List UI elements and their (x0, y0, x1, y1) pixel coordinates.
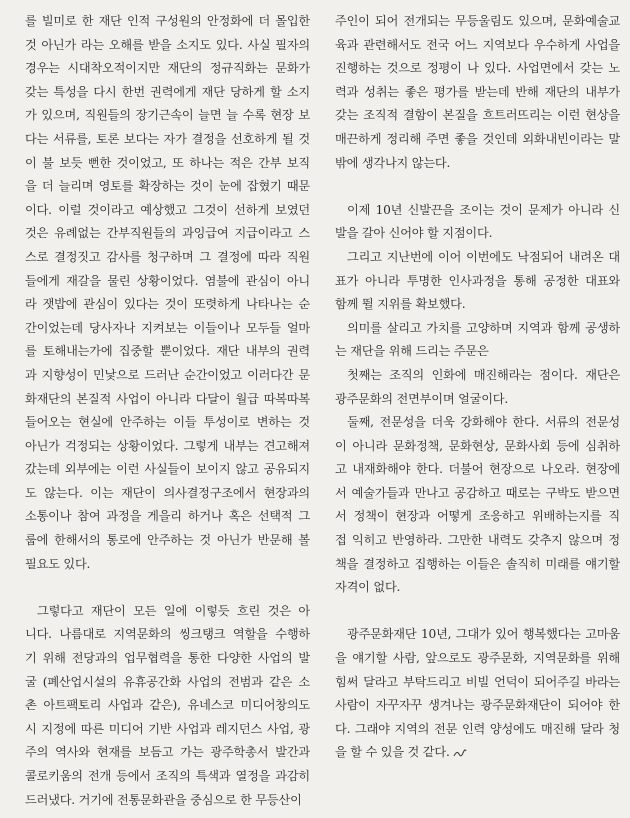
text-line: 함께 뛸 지위를 확보했다. (335, 297, 466, 312)
text-line: 화재단의 본질적 사업이 아니라 다달이 월급 따복따복 (25, 391, 310, 406)
text-line: 이 불 보듯 뻔한 것이었고, 또 하나는 적은 간부 보직 (25, 155, 310, 170)
paragraph-gap (335, 600, 620, 624)
text-line: 촌 아트팩토리 사업과 같은), 유네스코 미디어창의도 (25, 698, 310, 713)
text-line: 갔는데 외부에는 이런 사실들이 보이지 않고 공유되지 (25, 462, 310, 477)
text-line: 밖에 생각나지 않는다. (335, 155, 451, 170)
text-line: 이제 10년 신발끈을 조이는 것이 문제가 아니라 신 (347, 202, 620, 217)
text-line: 자격이 없다. (335, 580, 401, 595)
text-line: 그렇다고 재단이 모든 일에 이렇듯 흐린 것은 아 (37, 603, 310, 618)
text-line: 필요도 있다. (25, 556, 91, 571)
left-column (25, 10, 310, 812)
text-line: 니다. 나름대로 지역문화의 씽크탱크 역할을 수행하 (25, 627, 310, 642)
text-line: 것 아닌가 라는 오해를 받을 소지도 있다. 사실 필자의 (25, 37, 310, 52)
text-line: 것은 유례없는 간부직원들의 과잉급여 지급이라고 스 (25, 226, 310, 241)
text-line: 의미를 살리고 가치를 고양하며 지역과 함께 공생하 (347, 320, 620, 335)
text-line: 을 더 늘리며 영토를 확장하는 것이 눈에 잡혔기 때문 (25, 179, 310, 194)
text-line: 둘째, 전문성을 더욱 강화해야 한다. 서류의 전문성 (347, 415, 620, 430)
text-line: 콜로키움의 전개 등에서 조직의 특색과 열정을 과감히 (25, 769, 310, 783)
text-line: 주인이 되어 전개되는 무등울림도 있으며, 문화예술교 (335, 14, 620, 28)
text-line: 사람이 자꾸자꾸 생겨나는 광주문화재단이 되어야 한 (335, 698, 620, 713)
text-line: 갖는 특성을 다시 한번 권력에게 재단 당하게 할 소지 (25, 84, 310, 99)
text-line: 서 정책이 현장과 어떻게 조응하고 위배하는지를 직 (335, 509, 620, 524)
text-line: 가 있으며, 직원들의 장기근속이 늘면 늘 수록 현장 보 (25, 108, 310, 123)
text-line: 갖는 조직적 결함이 본질을 흐트러뜨리는 이런 현상을 (335, 108, 620, 123)
text-line: 표가 아니라 투명한 인사과정을 통해 공정한 대표와 (335, 273, 620, 288)
text-line: 을 할 수 있을 것 같다. (335, 741, 620, 765)
text-line: 를 토해내는가에 집중할 뿐이었다. 재단 내부의 권력 (25, 344, 310, 359)
text-line: 굴 (폐산업시설의 유휴공간화 사업의 전범과 같은 소 (25, 674, 310, 689)
right-column (335, 10, 620, 765)
text-line: 책을 결정하고 집행하는 이들은 솔직히 미래를 얘기할 (335, 556, 620, 571)
text-line: 주의 역사와 현재를 보듬고 가는 광주학총서 발간과 (25, 745, 310, 760)
text-line: 육과 관련해서도 전국 어느 지역보다 우수하게 사업을 (335, 37, 620, 52)
text-line: 과 지향성이 민낯으로 드러난 순간이었고 이러다간 문 (25, 367, 310, 382)
text-line: 경우는 시대착오적이지만 재단의 정규직화는 문화가 (25, 61, 310, 76)
text-line: 다는 서류를, 토론 보다는 자가 결정을 선호하게 될 것 (25, 131, 310, 146)
text-line: 발을 갈아 신어야 할 지점이다. (335, 226, 493, 241)
text-line: 광주문화의 전면부이며 얼굴이다. (335, 391, 509, 406)
text-line: 시 지정에 따른 미디어 기반 사업과 레지던스 사업, 광 (25, 721, 310, 736)
text-line: 는 재단을 위해 드리는 주문은 (335, 344, 489, 359)
text-line: 기 위해 전당과의 업무협력을 통한 다양한 사업의 발 (25, 651, 310, 666)
text-line: 고 내재화해야 한다. 더불어 현장으로 나오라. 현장에 (335, 462, 620, 477)
text-line: 접 익히고 반영하라. 그만한 내력도 갖추지 않으며 정 (335, 533, 620, 548)
paragraph-gap (25, 576, 310, 600)
text-line: 라 잿밥에 관심이 있다는 것이 또렷하게 나타나는 순 (25, 297, 310, 312)
text-line: 도 않는다. 이는 재단이 의사결정구조에서 현장과의 (25, 485, 310, 500)
text-line: 드러냈다. 거기에 전통문화관을 중심으로 한 무등산이 (25, 792, 302, 807)
text-line: 다. 그래야 지역의 전문 인력 양성에도 매진해 달라 청 (335, 721, 620, 736)
text-line: 스로 결정짓고 감사를 청구하며 그 결정에 따라 직원 (25, 249, 310, 264)
text-line: 이 아니라 문화정책, 문화현상, 문화사회 등에 심취하 (335, 438, 620, 453)
text-line: 그리고 지난번에 이어 이번에도 낙점되어 내려온 대 (347, 249, 620, 264)
text-line: 매끈하게 정리해 주면 좋을 것인데 외화내빈이라는 말 (335, 131, 620, 146)
text-line: 룹에 한해서의 통로에 안주하는 것 아닌가 반문해 볼 (25, 533, 310, 548)
text-line: 력과 성취는 좋은 평가를 받는데 반해 재단의 내부가 (335, 84, 620, 99)
text-line: 광주문화재단 10년, 그대가 있어 행복했다는 고마움 (347, 627, 620, 642)
text-line: 힘써 달라고 부탁드리고 비빌 언덕이 되어주길 바라는 (335, 674, 620, 689)
text-line: 소통이나 참여 과정을 게을리 하거나 혹은 선택적 그 (25, 509, 310, 524)
text-line: 진행하는 것으로 정평이 나 있다. 사업면에서 갖는 노 (335, 61, 620, 76)
paragraph-gap (335, 175, 620, 199)
text-line: 이다. 이럴 것이라고 예상했고 그것이 선하게 보였던 (25, 202, 310, 217)
text-line: 아닌가 걱정되는 상황이었다. 그렇게 내부는 견고해져 (25, 438, 310, 453)
text-line: 간이었는데 당사자나 지켜보는 이들이나 모두들 얼마 (25, 320, 310, 335)
text-line: 를 빌미로 한 재단 인적 구성원의 안정화에 더 몰입한 (25, 14, 310, 28)
text-line: 들에게 재갈을 물린 상황이었다. 염불에 관심이 아니 (25, 273, 310, 288)
text-line: 을 얘기할 사람, 앞으로도 광주문화, 지역문화를 위해 (335, 651, 620, 666)
end-mark-icon (453, 748, 467, 758)
text-line: 들어오는 현실에 안주하는 이들 투성이로 변하는 것 (25, 415, 310, 430)
text-line: 첫째는 조직의 인화에 매진해라는 점이다. 재단은 (347, 367, 620, 382)
text-line: 서 예술가들과 만나고 공감하고 때로는 구박도 받으면 (335, 485, 620, 500)
